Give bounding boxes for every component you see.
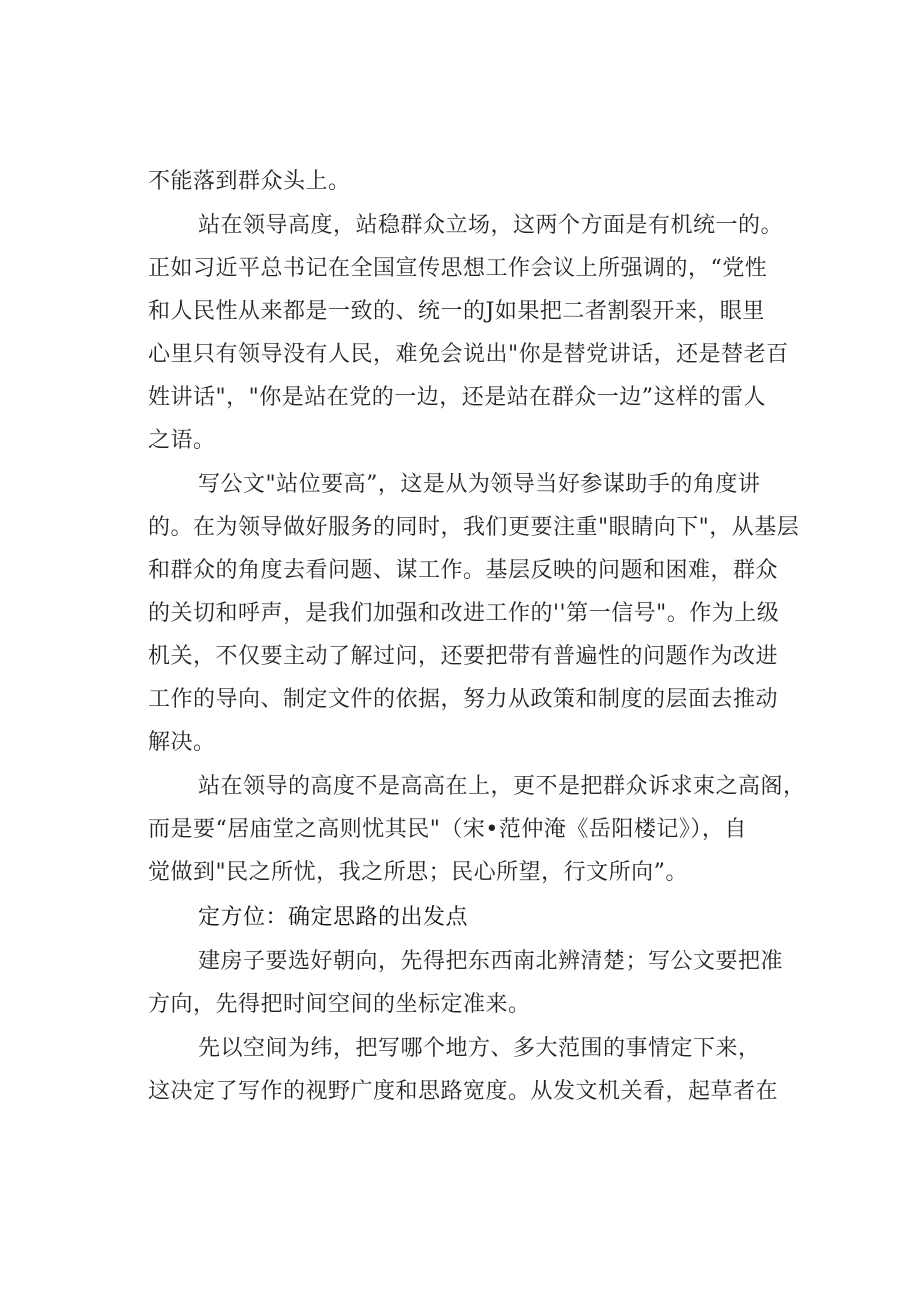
paragraph-line: 而是要“居庙堂之高则忧其民"（宋•范仲淹《岳阳楼记》），自 [148, 817, 747, 842]
paragraph-line: 的关切和呼声，是我们加强和改进工作的''第一信号"。作为上级 [148, 601, 780, 626]
paragraph-line: 心里只有领导没有人民，难免会说出"你是替党讲话，还是替老百 [148, 342, 789, 367]
paragraph-line: 站在领导高度，站稳群众立场，这两个方面是有机统一的。 [198, 213, 784, 238]
paragraph-line: 姓讲话"，"你是站在党的一边，还是站在群众一边”这样的雷人 [148, 385, 766, 410]
paragraph-line: 解决。 [148, 730, 216, 755]
paragraph-line: 的。在为领导做好服务的同时，我们更要注重"眼睛向下"，从基层 [148, 515, 800, 540]
paragraph-line: 不能落到群众头上。 [148, 169, 351, 194]
paragraph-line: 写公文"站位要高”，这是从为领导当好参谋助手的角度讲 [198, 472, 761, 497]
section-heading: 定方位：确定思路的出发点 [198, 905, 469, 930]
paragraph-line: 正如习近平总书记在全国宣传思想工作会议上所强调的，“党性 [148, 256, 768, 281]
paragraph-line: 之语。 [148, 428, 216, 453]
paragraph-line: 方向，先得把时间空间的坐标定准来。 [148, 992, 531, 1017]
paragraph-line: 建房子要选好朝向，先得把东西南北辨清楚；写公文要把准 [198, 949, 784, 974]
paragraph-line: 觉做到"民之所忧，我之所思；民心所望，行文所向”。 [148, 860, 688, 885]
paragraph-line: 站在领导的高度不是高高在上，更不是把群众诉求束之高阁， [198, 774, 806, 799]
paragraph-line: 和群众的角度去看问题、谋工作。基层反映的问题和困难，群众 [148, 558, 779, 583]
paragraph-line: 和人民性从来都是一致的、统一的J如果把二者割裂开来，眼里 [148, 299, 765, 324]
paragraph-line: 工作的导向、制定文件的依据，努力从政策和制度的层面去推动 [148, 687, 779, 712]
paragraph-line: 先以空间为纬，把写哪个地方、多大范围的事情定下来， [198, 1036, 761, 1061]
paragraph-line: 这决定了写作的视野广度和思路宽度。从发文机关看，起草者在 [148, 1079, 779, 1104]
paragraph-line: 机关，不仅要主动了解过问，还要把带有普遍性的问题作为改进 [148, 644, 779, 669]
